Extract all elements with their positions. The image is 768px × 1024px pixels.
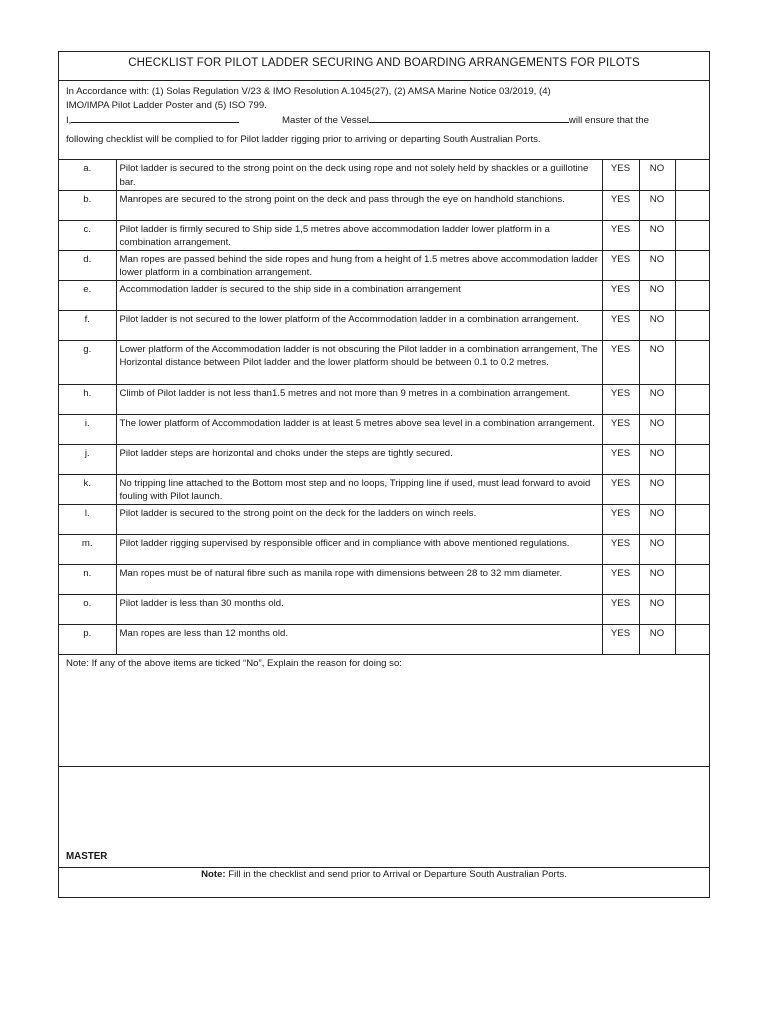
tick-box[interactable] [675,220,710,250]
checklist-row [59,384,710,414]
yes-option[interactable]: YES [602,340,639,384]
tick-box[interactable] [675,280,710,310]
intro-line-4: following checklist will be complied to for Pilot ladder rigging prior to arriving or departing South Australian Ports. [66,134,541,145]
tick-box[interactable] [675,534,710,564]
yes-option[interactable]: YES [602,444,639,474]
item-text: Climb of Pilot ladder is not less than1.5 metres and not more than 9 metres in a combination arrangement. [116,384,602,414]
checklist-table [59,160,710,655]
no-option[interactable]: NO [639,594,675,624]
footer-note-bold: Note: [201,868,226,880]
item-text: Manropes are secured to the strong point on the deck and pass through the eye on handhold stanchions. [116,190,602,220]
note-text: Note: If any of the above items are ticked “No”, Explain the reason for doing so: [66,657,402,669]
intro-section [59,81,709,160]
item-text: No tripping line attached to the Bottom most step and no loops, Tripping line if used, must lead forward to avoid fouling with Pilot launch. [116,474,602,504]
item-text: Pilot ladder is secured to the strong point on the deck using rope and not solely held by shackles or a guillotine bar. [116,160,602,190]
item-text: Pilot ladder is secured to the strong point on the deck for the ladders on winch reels. [116,504,602,534]
checklist-row [59,504,710,534]
checklist-sheet [58,51,710,898]
item-text: Pilot ladder is firmly secured to Ship side 1,5 metres above accommodation ladder lower platform in a combination arrangement. [116,220,602,250]
tick-box[interactable] [675,310,710,340]
no-option[interactable]: NO [639,340,675,384]
yes-option[interactable]: YES [602,190,639,220]
master-of-vessel-label: Master of the Vessel [282,115,369,126]
item-letter: f. [59,310,116,340]
item-text: Pilot ladder rigging supervised by responsible officer and in compliance with above mentioned regulations. [116,534,602,564]
tick-box[interactable] [675,504,710,534]
item-text: Lower platform of the Accommodation ladder is not obscuring the Pilot ladder in a combination arrangement, The Horizontal distance between Pilot ladder and the lower platform should be between 0.1 to 0.2 metres. [116,340,602,384]
yes-option[interactable]: YES [602,594,639,624]
item-text: Accommodation ladder is secured to the ship side in a combination arrangement [116,280,602,310]
yes-option[interactable]: YES [602,624,639,654]
checklist-row [59,534,710,564]
item-text: Man ropes are less than 12 months old. [116,624,602,654]
checklist-row [59,414,710,444]
checklist-row [59,250,710,280]
no-option[interactable]: NO [639,160,675,190]
master-label: MASTER [66,850,108,862]
item-letter: a. [59,160,116,190]
item-letter: j. [59,444,116,474]
item-letter: h. [59,384,116,414]
item-letter: i. [59,414,116,444]
yes-option[interactable]: YES [602,414,639,444]
item-letter: b. [59,190,116,220]
item-letter: o. [59,594,116,624]
item-letter: c. [59,220,116,250]
yes-option[interactable]: YES [602,280,639,310]
item-text: Man ropes must be of natural fibre such as manila rope with dimensions between 28 to 32 mm diameter. [116,564,602,594]
item-text: Pilot ladder is less than 30 months old. [116,594,602,624]
item-text: Man ropes are passed behind the side ropes and hung from a height of 1.5 metres above accommodation ladder lower platform in a combination arrangement. [116,250,602,280]
no-option[interactable]: NO [639,384,675,414]
no-option[interactable]: NO [639,310,675,340]
checklist-row [59,220,710,250]
name-blank-field[interactable] [71,113,239,123]
intro-line-2: IMO/IMPA Pilot Ladder Poster and (5) ISO 799. [66,100,267,111]
yes-option[interactable]: YES [602,564,639,594]
tick-box[interactable] [675,190,710,220]
tick-box[interactable] [675,624,710,654]
intro-line-1: In Accordance with: (1) Solas Regulation V/23 & IMO Resolution A.1045(27), (2) AMSA Marine Notice 03/2019, (4) [66,86,551,97]
item-letter: g. [59,340,116,384]
no-option[interactable]: NO [639,190,675,220]
no-option[interactable]: NO [639,280,675,310]
yes-option[interactable]: YES [602,310,639,340]
tick-box[interactable] [675,340,710,384]
no-option[interactable]: NO [639,504,675,534]
ensure-text: will ensure that the [568,115,649,126]
tick-box[interactable] [675,160,710,190]
no-option[interactable]: NO [639,534,675,564]
checklist-row [59,474,710,504]
yes-option[interactable]: YES [602,474,639,504]
item-letter: k. [59,474,116,504]
item-text: The lower platform of Accommodation ladder is at least 5 metres above sea level in a combination arrangement. [116,414,602,444]
item-letter: p. [59,624,116,654]
no-option[interactable]: NO [639,474,675,504]
tick-box[interactable] [675,414,710,444]
item-letter: l. [59,504,116,534]
tick-box[interactable] [675,250,710,280]
yes-option[interactable]: YES [602,160,639,190]
tick-box[interactable] [675,594,710,624]
no-option[interactable]: NO [639,414,675,444]
checklist-row [59,564,710,594]
item-letter: n. [59,564,116,594]
checklist-row [59,594,710,624]
no-option[interactable]: NO [639,624,675,654]
item-letter: m. [59,534,116,564]
checklist-row [59,624,710,654]
no-option[interactable]: NO [639,444,675,474]
item-text: Pilot ladder steps are horizontal and choks under the steps are tightly secured. [116,444,602,474]
item-letter: d. [59,250,116,280]
page-title: CHECKLIST FOR PILOT LADDER SECURING AND BOARDING ARRANGEMENTS FOR PILOTS [59,52,709,81]
tick-box[interactable] [675,474,710,504]
checklist-row [59,340,710,384]
footer-note-text: Fill in the checklist and send prior to Arrival or Departure South Australian Ports. [225,868,567,880]
yes-option[interactable]: YES [602,250,639,280]
vessel-blank-field[interactable] [369,113,569,123]
checklist-row [59,444,710,474]
yes-option[interactable]: YES [602,534,639,564]
intro-line-3 [66,113,703,128]
checklist-row [59,280,710,310]
footer-note [59,868,709,897]
yes-option[interactable]: YES [602,220,639,250]
yes-option[interactable]: YES [602,384,639,414]
yes-option[interactable]: YES [602,504,639,534]
tick-box[interactable] [675,564,710,594]
checklist-row [59,190,710,220]
tick-box[interactable] [675,444,710,474]
tick-box[interactable] [675,384,710,414]
master-signature-area[interactable] [59,767,709,868]
no-option[interactable]: NO [639,564,675,594]
item-text: Pilot ladder is not secured to the lower platform of the Accommodation ladder in a combination arrangement. [116,310,602,340]
item-letter: e. [59,280,116,310]
no-option[interactable]: NO [639,220,675,250]
no-option[interactable]: NO [639,250,675,280]
note-area[interactable] [59,655,709,767]
i-prefix: I, [66,115,72,126]
checklist-row [59,310,710,340]
checklist-row [59,160,710,190]
